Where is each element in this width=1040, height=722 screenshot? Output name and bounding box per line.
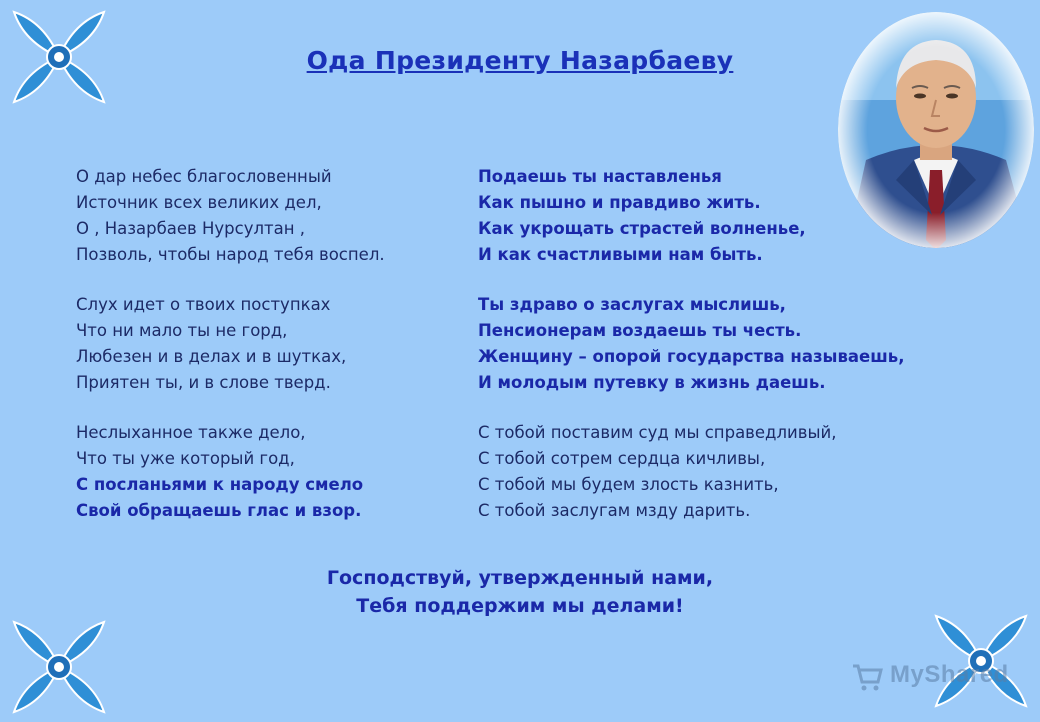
poem-line: Пенсионерам воздаешь ты честь. <box>478 321 802 340</box>
page-title[interactable]: Ода Президенту Назарбаеву <box>306 46 734 75</box>
stanza-gap <box>76 396 476 420</box>
poem-line: С тобой заслугам мзду дарить. <box>478 501 751 520</box>
poem-finale <box>220 564 820 620</box>
poem-line: О дар небес благословенный <box>76 167 332 186</box>
poem-line: Как пышно и правдиво жить. <box>478 193 761 212</box>
poem-line: И молодым путевку в жизнь даешь. <box>478 373 826 392</box>
poem-line: Приятен ты, и в слове тверд. <box>76 373 331 392</box>
cart-icon <box>850 660 884 694</box>
poem-right-column <box>478 164 998 524</box>
poem-line: С посланьями к народу смело <box>76 475 364 494</box>
stanza-gap <box>478 396 998 420</box>
poem-line: Как укрощать страстей волненье, <box>478 219 806 238</box>
watermark <box>850 657 1020 697</box>
poem-line: Женщину – опорой государства называешь, <box>478 347 905 366</box>
poem-line: О , Назарбаев Нурсултан , <box>76 219 306 238</box>
poem-line: Слух идет о твоих поступках <box>76 295 331 314</box>
poem-line: Источник всех великих дел, <box>76 193 322 212</box>
poem-line: С тобой сотрем сердца кичливы, <box>478 449 766 468</box>
stanza-gap <box>76 268 476 292</box>
poem-line: И как счастливыми нам быть. <box>478 245 763 264</box>
poem-line: Любезен и в делах и в шутках, <box>76 347 347 366</box>
stanza-gap <box>478 268 998 292</box>
poem-line: Ты здраво о заслугах мыслишь, <box>478 295 786 314</box>
watermark-text: MyShared <box>890 661 1009 688</box>
poem-line: Неслыханное также дело, <box>76 423 306 442</box>
poem-line: Что ты уже который год, <box>76 449 295 468</box>
poem-line: С тобой мы будем злость казнить, <box>478 475 779 494</box>
poem-line: Что ни мало ты не горд, <box>76 321 288 340</box>
poem-line: С тобой поставим суд мы справедливый, <box>478 423 837 442</box>
finale-line: Тебя поддержим мы делами! <box>356 595 684 617</box>
corner-ornament-top-left <box>4 2 114 112</box>
corner-ornament-bottom-left <box>4 612 114 722</box>
poem-left-column <box>76 164 476 524</box>
poem-line: Свой обращаешь глас и взор. <box>76 501 362 520</box>
finale-line: Господствуй, утвержденный нами, <box>326 567 714 589</box>
poem-line: Подаешь ты наставленья <box>478 167 722 186</box>
poem-line: Позволь, чтобы народ тебя воспел. <box>76 245 385 264</box>
